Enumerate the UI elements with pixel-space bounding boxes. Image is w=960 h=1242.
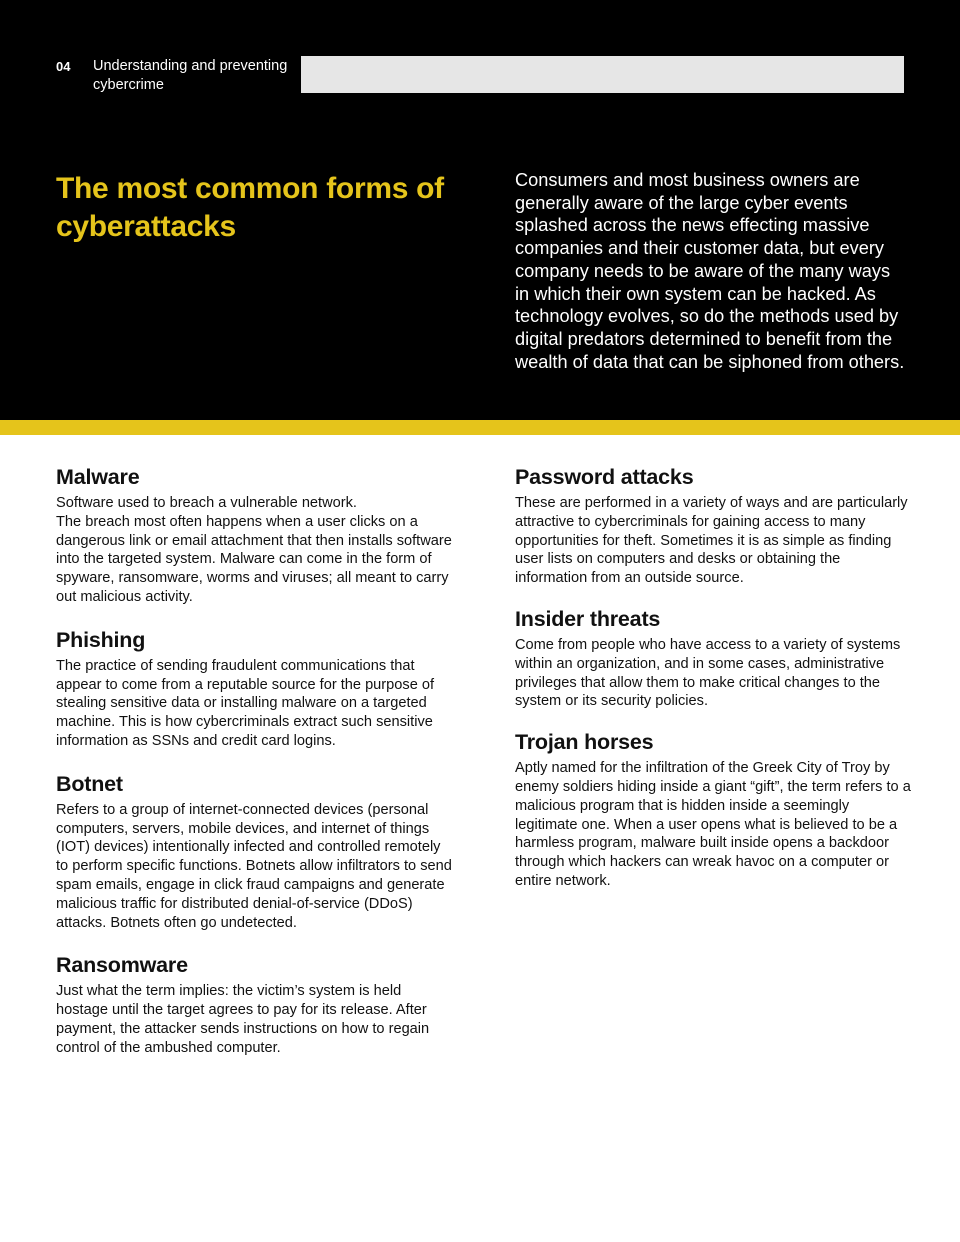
right-column [515, 463, 915, 911]
accent-band [0, 420, 960, 435]
section-phishing [56, 626, 456, 751]
section-body: Software used to breach a vulnerable network. The breach most often happens when a user clicks on a dangerous link or email attachment that then installs software into the targeted system. Malware can come in the form of spyware, ransomware, worms and viruses; all meant to carry out malicious activity. [56, 495, 452, 605]
section-botnet [56, 770, 456, 933]
section-body: Refers to a group of internet-connected devices (personal computers, servers, mobile devices, and internet of things (IOT) devices) intentionally infected and controlled remotely to perform specific functions. Botnets allow infiltrators to send spam emails, engage in click fraud campaigns and generate malicious traffic for distributed denial-of-service (DDoS) attacks. Botnets often go undetected. [56, 801, 452, 931]
section-body: Aptly named for the infiltration of the Greek City of Troy by enemy soldiers hiding inside a giant “gift”, the term refers to a malicious program that is hidden inside a seemingly legitimate one. When a user opens what is believed to be a harmless program, malware built inside opens a backdoor through which hackers can wreak havoc on a computer or entire network. [515, 760, 911, 889]
section-body: Come from people who have access to a variety of systems within an organization, and in some cases, administrative privileges that allow them to make critical changes to the system or its security policies. [515, 636, 901, 710]
section-heading: Password attacks [515, 465, 694, 489]
section-body: These are performed in a variety of ways and are particularly attractive to cybercriminals for gaining access to many opportunities for theft. Sometimes it is as simple as finding user lists on computers and desks or obtaining the information from an outside source. [515, 495, 908, 587]
section-password-attacks [515, 463, 915, 588]
section-body: Just what the term implies: the victim’s system is held hostage until the target agrees to pay for its release. After payment, the attacker sends instructions on how to regain control of the ambushed computer. [56, 983, 430, 1056]
header-bar [301, 56, 904, 93]
document-title: Understanding and preventing cybercrime [93, 58, 288, 93]
page-number: 04 [56, 59, 71, 74]
section-body: The practice of sending fraudulent communications that appear to come from a reputable source for the purpose of stealing sensitive data or installing malware on a targeted machine. This is how cybercriminals extract such sensitive information as SSNs and credit card logins. [56, 657, 435, 749]
section-heading: Phishing [56, 627, 146, 652]
left-column [56, 463, 456, 1078]
page-title: The most common forms of cyberattacks [56, 172, 444, 243]
section-ransomware [56, 951, 456, 1057]
intro-paragraph: Consumers and most business owners are generally aware of the large cyber events splashed across the news effecting massive companies and their customer data, but every company needs to be aware of the many ways in which their own system can be hacked. As technology evolves, so do the methods used by digital predators determined to benefit from the wealth of data that can be siphoned from others. [515, 170, 905, 372]
section-heading: Trojan horses [515, 730, 654, 755]
section-heading: Insider threats [515, 606, 661, 631]
section-heading: Botnet [56, 771, 123, 796]
section-heading: Ransomware [56, 953, 188, 978]
section-insider-threats [515, 605, 915, 711]
section-trojan-horses [515, 728, 915, 891]
section-malware [56, 463, 456, 607]
section-heading: Malware [56, 465, 140, 489]
